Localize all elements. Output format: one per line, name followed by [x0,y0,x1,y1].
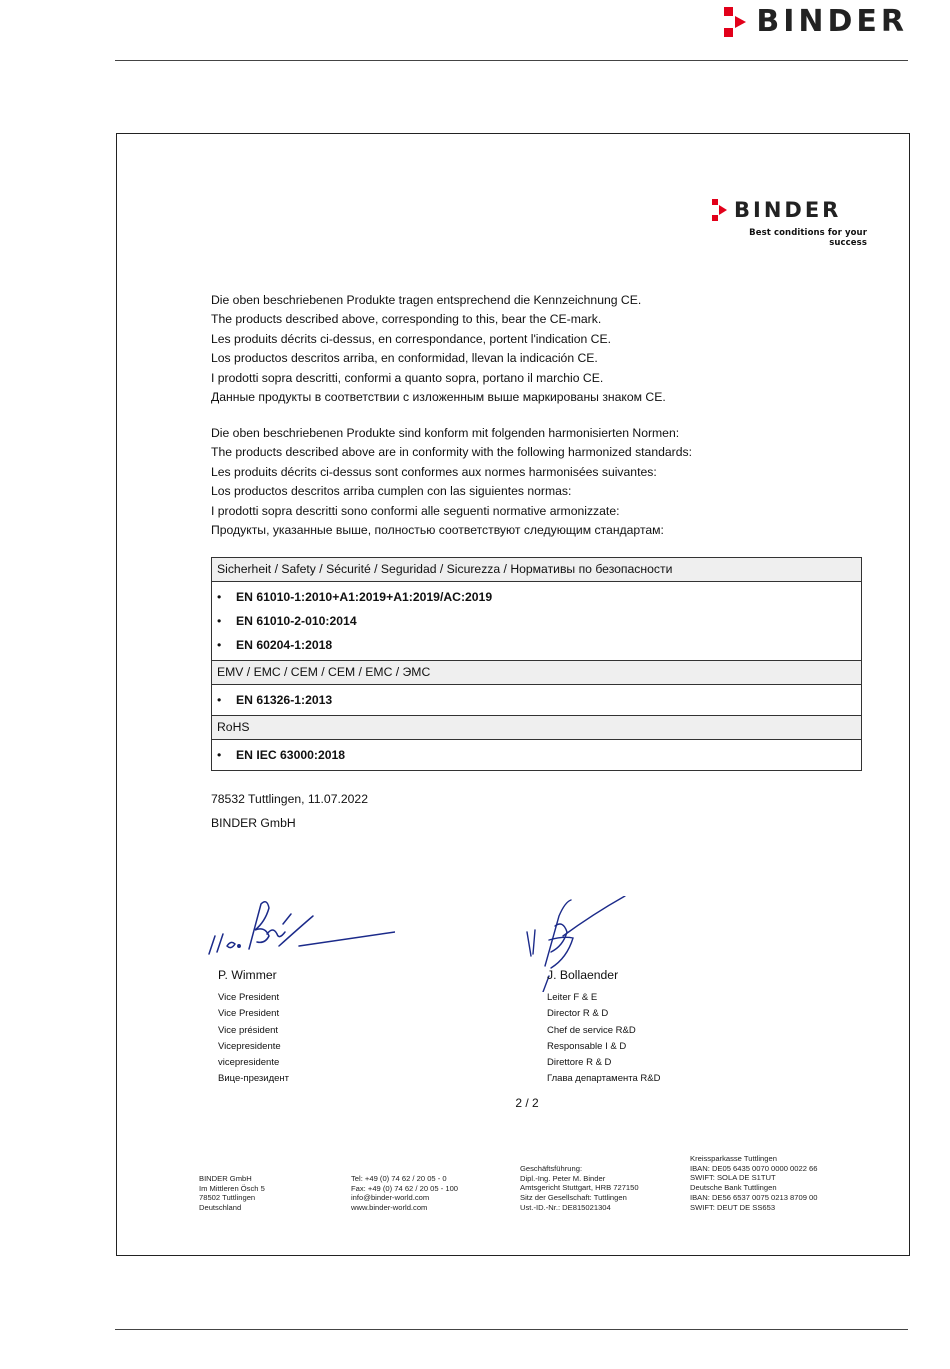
standard-item [212,609,861,633]
footer-line: Geschäftsführung: [520,1164,583,1173]
footer-bank [690,1154,818,1212]
signatory-name: J. Bollaender [547,968,619,982]
statement-line: Die oben beschriebenen Produkte sind konform mit folgenden harmonisierten Normen: [211,426,680,440]
logo-wordmark: BINDER [756,4,908,39]
standard-code: EN 61326-1:2013 [236,693,333,707]
role-line: vicepresidente [218,1057,280,1069]
statement-line: Los productos descritos arriba, en conformidad, llevan la indicación CE. [211,351,598,366]
footer-line: Im Mittleren Ösch 5 [199,1183,265,1193]
footer-rule [115,1329,908,1330]
role-line: Вице-президент [218,1073,290,1085]
footer-contact [351,1174,458,1213]
header-rule [115,60,908,61]
footer-line: BINDER GmbH [199,1174,252,1183]
statement-line: Данные продукты в соответствии с изложенным выше маркированы знаком CE. [211,390,666,405]
role-line: Vicepresidente [218,1040,281,1052]
statement-line: Продукты, указанные выше, полностью соответствуют следующим стандартам: [211,523,664,538]
role-line: Chef de service R&D [547,1024,636,1036]
place-date: 78532 Tuttlingen, 11.07.2022 [211,792,368,806]
role-line: Leiter F & E [547,992,598,1003]
footer-address [199,1174,265,1213]
rohs-standards-list [212,740,861,770]
signatory-name: P. Wimmer [218,968,277,982]
footer-line: Sitz der Gesellschaft: Tuttlingen [520,1193,627,1203]
footer-line: Dipl.-Ing. Peter M. Binder [520,1173,606,1183]
bullet: • [217,590,222,604]
bullet: • [217,614,222,628]
footer-line: info@binder-world.com [351,1193,430,1203]
footer-line: IBAN: DE56 6537 0075 0213 8709 00 [690,1192,818,1202]
statement-line: Les produits décrits ci-dessus sont conformes aux normes harmonisées suivantes: [211,464,657,479]
standard-item [212,633,861,657]
role-line: Vice President [218,992,280,1003]
statement-line: Los productos descritos arriba cumplen con las siguientes normas: [211,484,572,499]
certificate-page [116,133,910,1256]
statement-line: The products described above, corresponding to this, bear the CE-mark. [211,312,602,327]
bullet: • [217,693,222,707]
category-safety: Sicherheit / Safety / Sécurité / Seguridad / Sicurezza / Нормативы по безопасности [212,558,861,582]
standard-item [212,743,861,767]
footer-line: IBAN: DE05 6435 0070 0000 0022 66 [690,1163,818,1173]
role-line: Vice président [218,1024,279,1036]
conformity-statement [211,424,692,540]
emc-standards-list [212,685,861,716]
footer-line: Deutsche Bank Tuttlingen [690,1183,777,1193]
company-name: BINDER GmbH [211,816,296,830]
statement-line: I prodotti sopra descritti sono conformi alle seguenti normative armonizzate: [211,503,620,518]
footer-line: www.binder-world.com [351,1203,428,1213]
footer-management [520,1164,639,1213]
footer-line: Fax: +49 (0) 74 62 / 20 05 - 100 [351,1183,459,1193]
role-line: Глава департамента R&D [547,1073,661,1085]
footer-line: Deutschland [199,1203,242,1213]
standard-code: EN 61010-2-010:2014 [236,614,357,628]
footer-line: SWIFT: DEUT DE SS653 [690,1202,776,1212]
signatory-roles [547,990,660,1088]
role-line: Vice President [218,1008,280,1020]
standard-code: EN IEC 63000:2018 [236,748,346,762]
binder-logo [724,4,908,39]
statement-line: I prodotti sopra descritti, conformi a quanto sopra, portano il marchio CE. [211,370,604,385]
letterhead-wordmark: BINDER [734,198,842,222]
footer-line: Kreissparkasse Tuttlingen [690,1154,777,1163]
category-emc: EMV / EMC / CEM / CEM / EMC / ЭМС [212,661,861,685]
ce-mark-statement [211,291,666,407]
page-number: 2 / 2 [515,1096,539,1110]
binder-chevron-icon [712,199,728,221]
role-line: Responsable I & D [547,1040,627,1052]
standard-code: EN 60204-1:2018 [236,638,333,652]
letterhead-tagline: Best conditions for your success [749,228,867,248]
statement-line: Les produits décrits ci-dessus, en correspondance, portent l'indication CE. [211,331,611,346]
standard-code: EN 61010-1:2010+A1:2019+A1:2019/AC:2019 [236,590,493,604]
standard-item [212,585,861,609]
signatory-roles [218,990,289,1088]
standard-item [212,688,861,712]
role-line: Direttore R & D [547,1057,612,1069]
binder-chevron-icon [724,7,748,37]
role-line: Director R & D [547,1008,609,1020]
standards-table [211,557,862,771]
footer-line: 78502 Tuttlingen [199,1193,256,1203]
footer-line: Ust.-ID.-Nr.: DE815021304 [520,1202,611,1212]
letterhead-logo [712,198,841,222]
footer-line: SWIFT: SOLA DE S1TUT [690,1173,776,1183]
bullet: • [217,748,222,762]
safety-standards-list [212,582,861,661]
statement-line: The products described above are in conformity with the following harmonized standards: [211,445,692,460]
bullet: • [217,638,222,652]
signature-wimmer [205,894,395,969]
footer-line: Amtsgericht Stuttgart, HRB 727150 [520,1183,639,1193]
category-rohs: RoHS [212,716,861,740]
footer-line: Tel: +49 (0) 74 62 / 20 05 - 0 [351,1174,447,1183]
statement-line: Die oben beschriebenen Produkte tragen entsprechend die Kennzeichnung CE. [211,293,642,307]
